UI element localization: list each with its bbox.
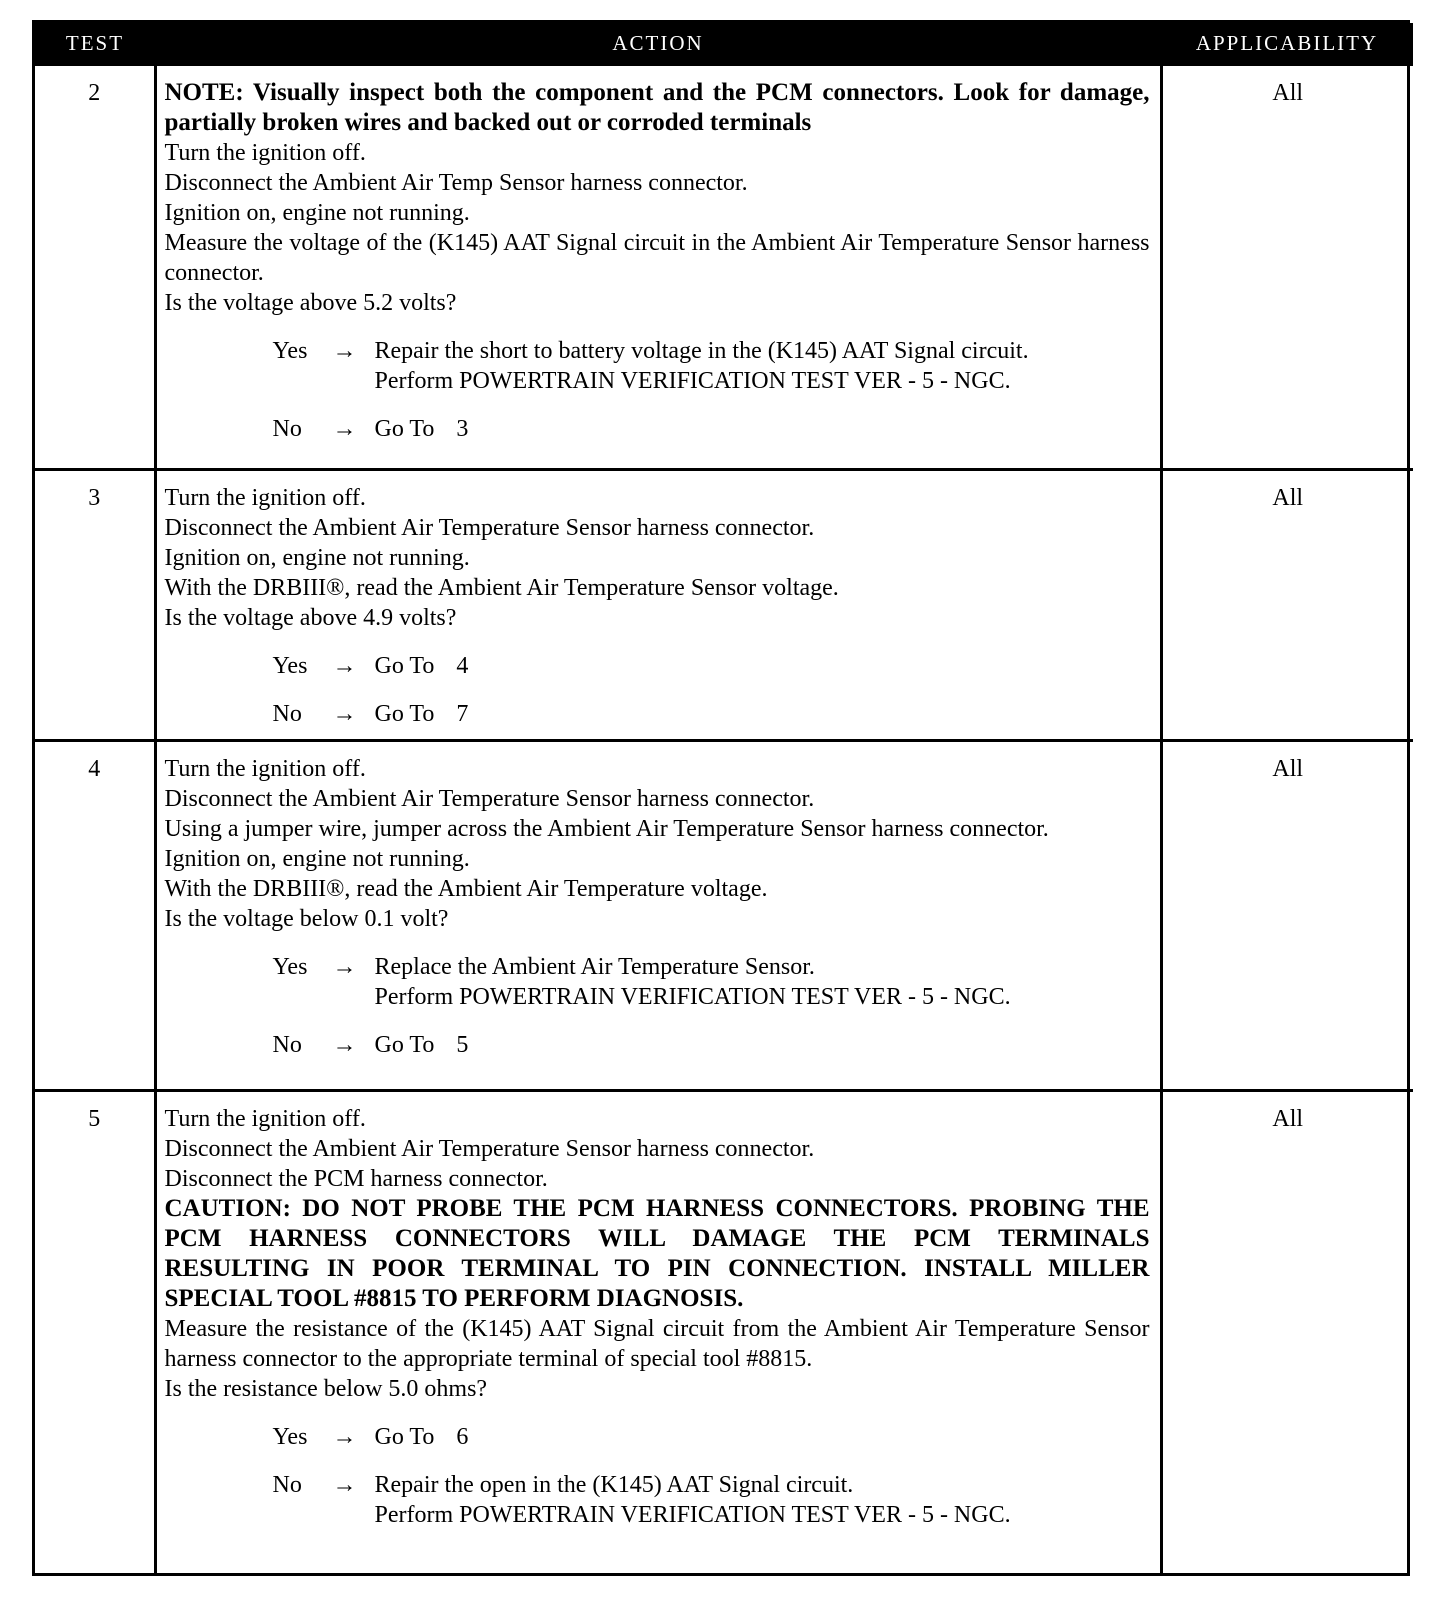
goto-label: Go To [374,416,435,442]
right-arrow-icon: → [332,416,357,442]
goto-label: Go To [374,653,435,679]
right-arrow-icon: → [332,1472,357,1498]
right-arrow-icon: → [332,1424,357,1450]
step-text: Disconnect the Ambient Air Temperature Sensor harness connector. [164,1136,815,1162]
applicability-cell: All [1161,1091,1413,1573]
goto-label: Go To [374,1032,435,1058]
branch-label: Yes [272,338,308,364]
table-row [35,1091,1413,1573]
caution-text: CAUTION: DO NOT PROBE THE PCM HARNESS CONNECTORS. PROBING THE PCM HARNESS CONNECTORS WILL DAMAGE THE PCM TERMINALS RESULTING IN POOR TERMINAL TO PIN CONNECTION. INSTALL MILLER SPECIAL TOOL #8815 TO PERFORM DIAGNOSIS. [164,1195,1150,1312]
table-row [35,741,1413,1091]
branch-outcome [375,651,1150,681]
question-text: Is the voltage above 5.2 volts? [164,290,457,316]
branch-label: Yes [272,954,308,980]
branch-no [165,1470,1150,1530]
applicability-cell: All [1161,470,1413,741]
branch-label: Yes [272,1424,308,1450]
right-arrow-icon: → [332,954,357,980]
goto-step: 5 [456,1032,469,1058]
action-cell [155,470,1161,741]
branch-line: Perform POWERTRAIN VERIFICATION TEST VER - 5 - NGC. [374,984,1011,1010]
test-number: 4 [35,741,155,1091]
branch-yes [165,1422,1150,1452]
step-text: Disconnect the PCM harness connector. [164,1166,548,1192]
table-row [35,470,1413,741]
branch-outcome [375,952,1150,1012]
question-text: Is the voltage below 0.1 volt? [164,906,449,932]
goto-step: 7 [456,701,469,727]
branch-line: Perform POWERTRAIN VERIFICATION TEST VER - 5 - NGC. [374,1502,1011,1528]
step-text: Turn the ignition off. [164,756,366,782]
diagnostic-table-sheet [32,20,1410,1576]
right-arrow-icon: → [332,653,357,679]
branch-line: Replace the Ambient Air Temperature Sensor. [374,954,815,980]
goto-step: 6 [456,1424,469,1450]
right-arrow-icon: → [332,338,357,364]
step-text: Using a jumper wire, jumper across the Ambient Air Temperature Sensor harness connector. [164,816,1049,842]
right-arrow-icon: → [332,701,357,727]
branch-no [165,414,1150,444]
table-header-row [35,23,1413,65]
branch-outcome [375,414,1150,444]
branch-label: No [272,416,302,442]
step-text: Ignition on, engine not running. [164,846,470,872]
step-text: Ignition on, engine not running. [164,200,470,226]
header-applicability: APPLICABILITY [1161,23,1413,65]
test-number: 5 [35,1091,155,1573]
branch-no [165,1030,1150,1060]
applicability-cell: All [1161,741,1413,1091]
test-number: 3 [35,470,155,741]
branch-line: Repair the open in the (K145) AAT Signal circuit. [374,1472,854,1498]
goto-label: Go To [374,701,435,727]
applicability-cell: All [1161,65,1413,470]
step-text: Disconnect the Ambient Air Temperature Sensor harness connector. [164,515,815,541]
step-text: Turn the ignition off. [164,485,366,511]
branch-label: No [272,1032,302,1058]
branch-outcome [375,1422,1150,1452]
action-cell [155,1091,1161,1573]
note-text: NOTE: Visually inspect both the component and the PCM connectors. Look for damage, partially broken wires and backed out or corroded terminals [164,79,1150,136]
step-text: Ignition on, engine not running. [164,545,470,571]
step-text: Measure the resistance of the (K145) AAT Signal circuit from the Ambient Air Temperature Sensor harness connector to the appropriate terminal of special tool #8815. [164,1316,1150,1372]
branch-label: No [272,701,302,727]
branch-outcome [375,1030,1150,1060]
action-cell [155,65,1161,470]
goto-step: 4 [456,653,469,679]
test-number: 2 [35,65,155,470]
header-action: ACTION [155,23,1161,65]
branch-line: Repair the short to battery voltage in the (K145) AAT Signal circuit. [374,338,1029,364]
branch-outcome [375,1470,1150,1530]
step-text: Turn the ignition off. [164,1106,366,1132]
branch-outcome [375,336,1150,396]
step-text: Disconnect the Ambient Air Temperature Sensor harness connector. [164,786,815,812]
diagnostic-table [35,23,1413,1573]
question-text: Is the resistance below 5.0 ohms? [164,1376,488,1402]
branch-yes [165,651,1150,681]
step-text: With the DRBIII®, read the Ambient Air Temperature Sensor voltage. [164,575,839,601]
goto-step: 3 [456,416,469,442]
step-text: With the DRBIII®, read the Ambient Air Temperature voltage. [164,876,768,902]
step-text: Measure the voltage of the (K145) AAT Signal circuit in the Ambient Air Temperature Sensor harness connector. [164,230,1150,286]
action-cell [155,741,1161,1091]
right-arrow-icon: → [332,1032,357,1058]
branch-label: Yes [272,653,308,679]
step-text: Turn the ignition off. [164,140,366,166]
branch-label: No [272,1472,302,1498]
branch-yes [165,952,1150,1012]
step-text: Disconnect the Ambient Air Temp Sensor harness connector. [164,170,748,196]
branch-outcome [375,699,1150,729]
branch-no [165,699,1150,729]
branch-line: Perform POWERTRAIN VERIFICATION TEST VER - 5 - NGC. [374,368,1011,394]
table-row [35,65,1413,470]
branch-yes [165,336,1150,396]
question-text: Is the voltage above 4.9 volts? [164,605,457,631]
goto-label: Go To [374,1424,435,1450]
header-test: TEST [35,23,155,65]
